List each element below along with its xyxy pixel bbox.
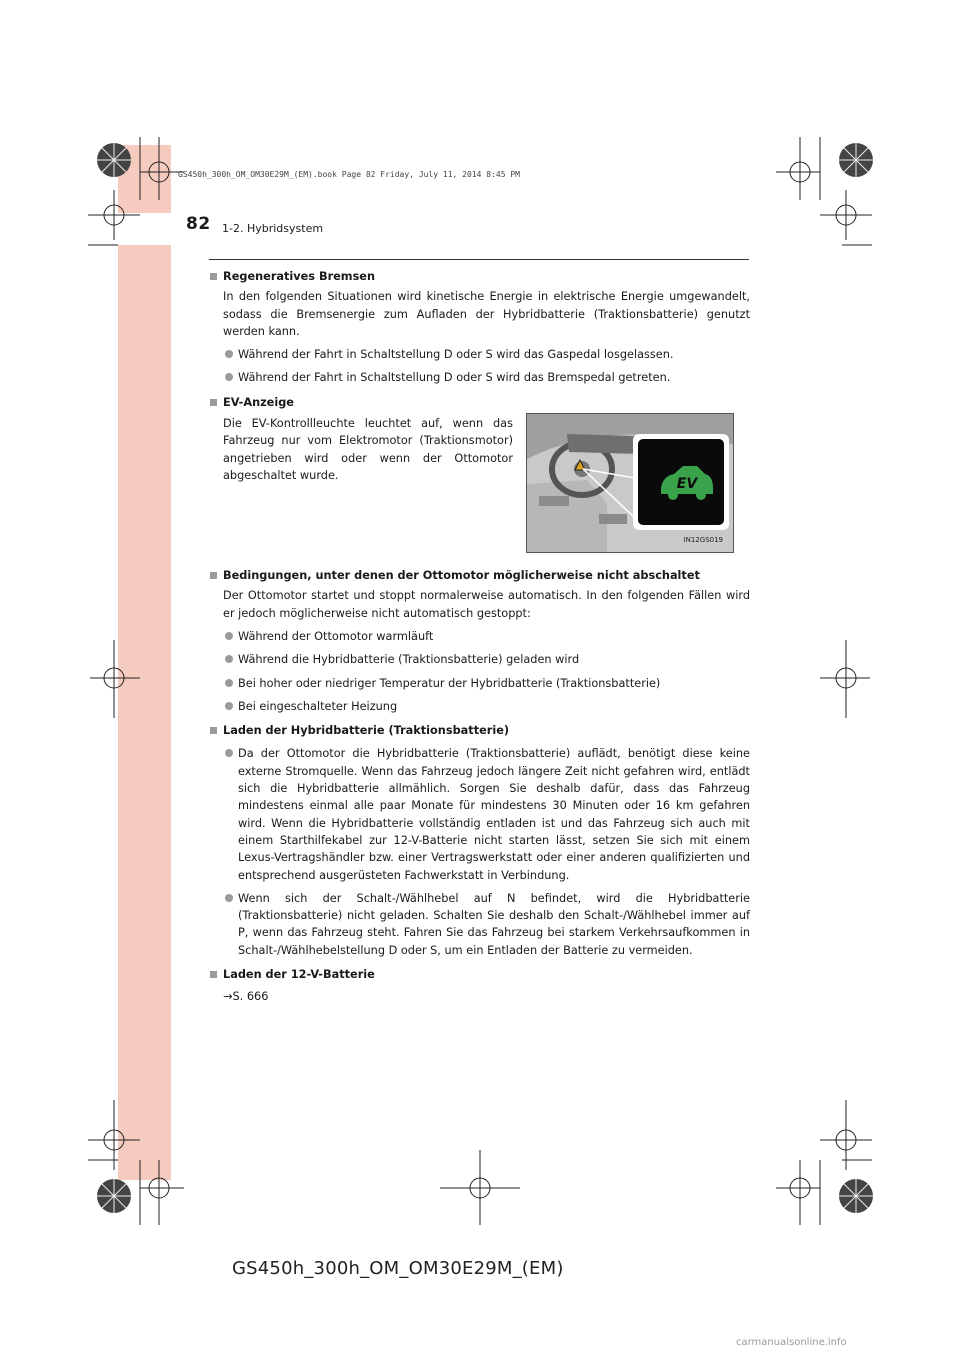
page-content: [208, 268, 750, 1006]
heading-charging: Laden der Hybridbatterie (Traktionsbatterie): [208, 722, 750, 739]
list-item: Wenn sich der Schalt-/Wählhebel auf N befindet, wird die Hybridbatterie (Traktionsbatterie) nicht geladen. Schalten Sie deshalb den Schalt-/Wählhebel immer auf P, wenn das Fahrzeug steht. Fahren Sie das Fahrzeug bei starkem Verkehrsaufkommen in Schalt-/Wählhebelstellung D oder S, um ein Entladen der Batterie zu vermeiden.: [208, 890, 750, 959]
manual-code-footer: GS450h_300h_OM_OM30E29M_(EM): [232, 1258, 564, 1279]
heading-battery12: Laden der 12-V-Batterie: [208, 966, 750, 983]
watermark: carmanualsonline.info: [736, 1337, 847, 1348]
list-item: Während der Ottomotor warmläuft: [208, 628, 750, 645]
page-reference-link[interactable]: →S. 666: [223, 990, 269, 1004]
list-item: Während der Fahrt in Schaltstellung D oder S wird das Bremspedal getreten.: [208, 369, 750, 386]
paragraph-conditions: Der Ottomotor startet und stoppt normalerweise automatisch. In den folgenden Fällen wird er jedoch möglicherweise nicht automatisch gestoppt:: [223, 589, 750, 620]
paragraph-ev: Die EV-Kontrollleuchte leuchtet auf, wenn das Fahrzeug nur vom Elektromotor (Traktionsmotor) angetrieben wird oder wenn der Ottomotor abgeschaltet wurde.: [223, 417, 513, 482]
ev-icon: EV: [676, 476, 698, 493]
list-item: Während die Hybridbatterie (Traktionsbatterie) geladen wird: [208, 651, 750, 668]
ev-indicator-illustration: [526, 413, 734, 553]
header-rule: [209, 259, 749, 260]
page-number: 82: [186, 214, 211, 234]
image-code: IN12GS019: [683, 535, 723, 544]
paragraph-regen: In den folgenden Situationen wird kinetische Energie in elektrische Energie umgewandelt, sodass die Bremsenergie zum Aufladen der Hybridbatterie (Traktionsbatterie) genutzt werden kann.: [223, 290, 750, 338]
book-info-line: GS450h_300h_OM_OM30E29M_(EM).book Page 82 Friday, July 11, 2014 8:45 PM: [178, 170, 520, 179]
section-title: 1-2. Hybridsystem: [222, 222, 324, 235]
list-item: Bei eingeschalteter Heizung: [208, 698, 750, 715]
ev-block: [208, 415, 750, 553]
list-item: Bei hoher oder niedriger Temperatur der Hybridbatterie (Traktionsbatterie): [208, 675, 750, 692]
heading-ev: EV-Anzeige: [208, 394, 750, 411]
list-item: Da der Ottomotor die Hybridbatterie (Traktionsbatterie) auflädt, benötigt diese keine externe Stromquelle. Wenn das Fahrzeug jedoch längere Zeit nicht gefahren wird, entlädt sich die Hybridbatterie allmählich. Sorgen Sie deshalb dafür, dass das Fahrzeug mindestens einmal alle paar Monate für mindestens 30 Minuten oder 16 km gefahren wird. Wenn die Hybridbatterie vollständig entladen ist und das Fahrzeug sich auch mit einem Starthilfekabel zur 12-V-Batterie nicht starten lässt, setzen Sie sich mit einem Lexus-Vertragshändler bzw. einer Vertragswerkstatt oder einer anderen qualifizierten und entsprechend ausgerüsteten Fachwerkstatt in Verbindung.: [208, 745, 750, 883]
heading-regen: Regeneratives Bremsen: [208, 268, 750, 285]
heading-conditions: Bedingungen, unter denen der Ottomotor möglicherweise nicht abschaltet: [208, 567, 750, 584]
list-item: Während der Fahrt in Schaltstellung D oder S wird das Gaspedal losgelassen.: [208, 346, 750, 363]
